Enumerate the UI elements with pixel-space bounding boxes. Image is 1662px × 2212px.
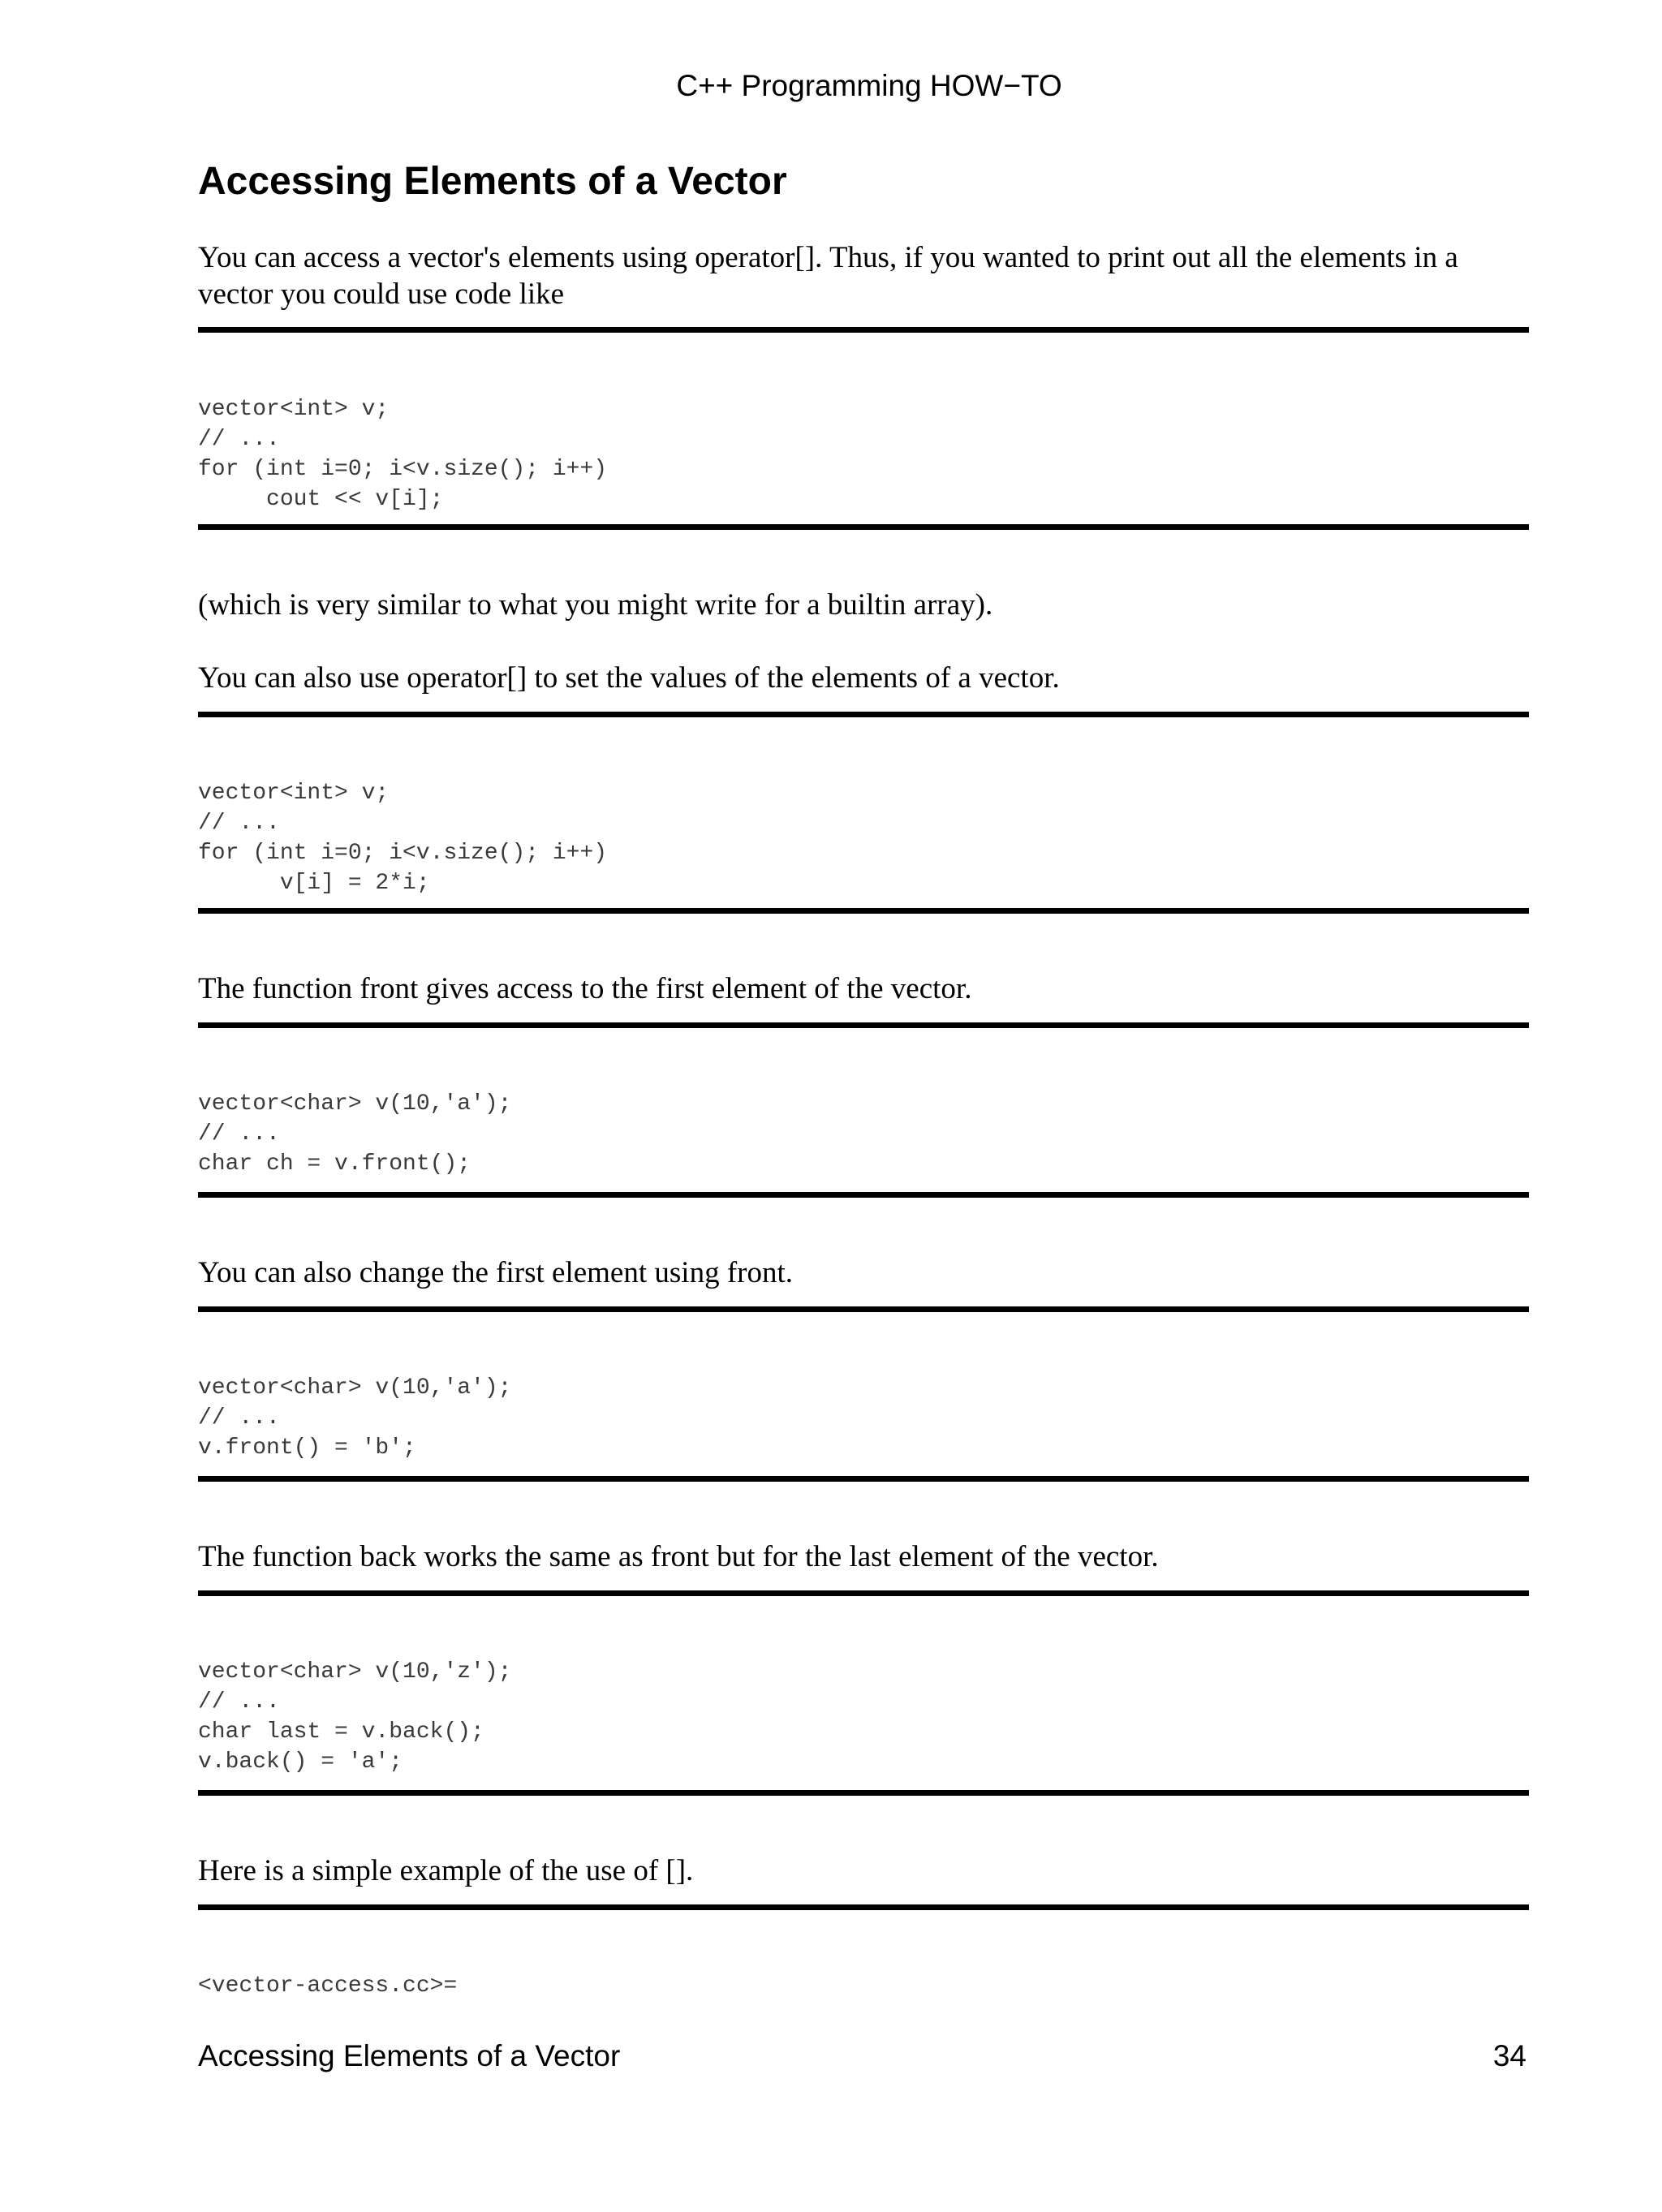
paragraph-builtin-array: (which is very similar to what you might write for a builtin array). <box>198 588 993 622</box>
running-header: C++ Programming HOW−TO <box>676 69 1062 102</box>
paragraph-back: The function back works the same as front but for the last element of the vector. <box>198 1540 1159 1573</box>
paragraph-intro: You can access a vector's elements using operator[]. Thus, if you wanted to print out all the elements in a vector you could use code like <box>198 241 1458 311</box>
code-rule-top <box>198 327 1529 333</box>
footer-page-number: 34 <box>1492 2039 1526 2072</box>
code-rule-top <box>198 1590 1529 1596</box>
paragraph-set-values: You can also use operator[] to set the values of the elements of a vector. <box>198 661 1060 695</box>
code-block-print-loop[interactable]: vector<int> v; // ... for (int i=0; i<v.size(); i++) cout << v[i]; <box>198 397 608 512</box>
code-rule-top <box>198 1306 1529 1312</box>
code-rule-top <box>198 712 1529 717</box>
code-block-front-write[interactable]: vector<char> v(10,'a'); // ... v.front() = 'b'; <box>198 1375 512 1461</box>
section-title: Accessing Elements of a Vector <box>198 160 787 203</box>
code-rule-bottom <box>198 908 1529 914</box>
code-block-filename[interactable]: <vector-access.cc>= <box>198 1973 458 1999</box>
code-rule-top <box>198 1904 1529 1910</box>
page-content <box>198 158 1529 2001</box>
paragraph-front: The function front gives access to the first element of the vector. <box>198 972 972 1005</box>
footer-section-title: Accessing Elements of a Vector <box>198 2039 621 2072</box>
code-block-set-loop[interactable]: vector<int> v; // ... for (int i=0; i<v.size(); i++) v[i] = 2*i; <box>198 781 608 896</box>
paragraph-example: Here is a simple example of the use of []. <box>198 1854 694 1887</box>
paragraph-front-change: You can also change the first element using front. <box>198 1256 793 1289</box>
code-rule-bottom <box>198 1476 1529 1482</box>
code-block-front-read[interactable]: vector<char> v(10,'a'); // ... char ch = v.front(); <box>198 1091 512 1177</box>
code-rule-bottom <box>198 524 1529 530</box>
code-rule-bottom <box>198 1192 1529 1198</box>
code-block-back[interactable]: vector<char> v(10,'z'); // ... char last = v.back(); v.back() = 'a'; <box>198 1659 512 1775</box>
code-rule-top <box>198 1022 1529 1028</box>
code-rule-bottom <box>198 1790 1529 1796</box>
